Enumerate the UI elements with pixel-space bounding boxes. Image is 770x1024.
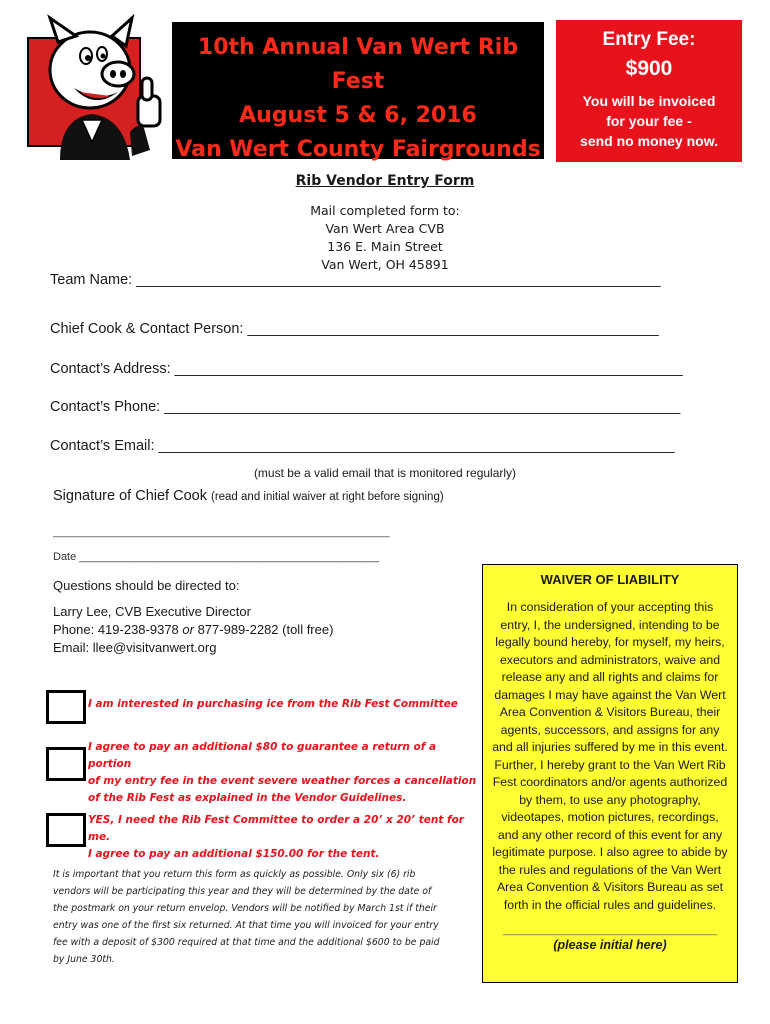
entry-fee-box xyxy=(556,20,742,162)
form-title-text: Rib Vendor Entry Form xyxy=(295,173,475,189)
mailing-address xyxy=(0,202,770,274)
waiver-line: and all injuries suffered by me in this event. xyxy=(492,740,728,754)
date-field[interactable]: Date _________________________________________________ xyxy=(53,551,380,563)
waiver-line: agents, successors, and assigns for any xyxy=(500,722,720,737)
mail-line: 136 E. Main Street xyxy=(327,239,443,254)
waiver-line: forth in the official rules and guidelines. xyxy=(503,897,717,912)
email-field[interactable]: Contact’s Email: ________________________________________________________________ xyxy=(50,438,675,454)
waiver-initial-line[interactable]: ___________________________________ xyxy=(502,924,718,936)
signature-line[interactable]: _______________________________________________________ xyxy=(53,526,390,538)
waiver-line: Area Convention & Visitors Bureau, their xyxy=(499,705,721,719)
option-line: of the Rib Fest as explained in the Vendor Guidelines. xyxy=(88,792,407,804)
contact-block xyxy=(53,603,333,657)
signature-label-text: Signature of Chief Cook xyxy=(53,488,207,504)
closing-line: by June 30th. xyxy=(53,954,115,965)
weather-checkbox[interactable] xyxy=(46,747,86,781)
fee-note-line: for your fee - xyxy=(606,113,692,129)
ice-checkbox[interactable] xyxy=(46,690,86,724)
waiver-line: entry, I, the undersigned, intending to be xyxy=(500,617,720,632)
phone-or: or xyxy=(182,622,194,637)
tent-checkbox[interactable] xyxy=(46,813,86,847)
event-dates: August 5 & 6, 2016 xyxy=(239,103,477,128)
waiver-line: Area Convention & Visitors Bureau as set xyxy=(496,880,724,894)
mail-line: Mail completed form to: xyxy=(310,203,460,218)
waiver-line: the rules and regulations of the Van Wert xyxy=(498,862,722,877)
waiver-line: Fest coordinators and/or agents authorized xyxy=(492,775,728,789)
waiver-line: legally bound hereby, for myself, my heirs, xyxy=(495,635,725,649)
waiver-line: release any and all rights and claims for xyxy=(501,670,719,684)
signature-note: (read and initial waiver at right before signing) xyxy=(210,491,444,503)
closing-line: It is important that you return this form as quickly as possible. Only six (6) rib xyxy=(53,869,416,880)
contact-email: Email: llee@visitvanwert.org xyxy=(53,640,217,655)
form-title xyxy=(0,173,770,189)
signature-label xyxy=(53,488,444,504)
closing-line: entry was one of the first six returned. At that time you will invoiced for your entry xyxy=(53,920,439,931)
fee-note-line: send no money now. xyxy=(580,133,718,149)
pig-logo xyxy=(20,10,170,162)
address-field[interactable]: Contact’s Address: _______________________________________________________________ xyxy=(50,361,683,377)
entry-fee-amount: $900 xyxy=(625,57,673,80)
phone-field[interactable]: Contact’s Phone: ________________________________________________________________ xyxy=(50,399,681,415)
mail-line: Van Wert, OH 45891 xyxy=(321,257,449,272)
chief-cook-field[interactable]: Chief Cook & Contact Person: ___________________________________________________ xyxy=(50,321,659,337)
waiver-line: legitimate purpose. I also agree to abide by xyxy=(492,845,728,859)
waiver-body xyxy=(489,599,731,914)
waiver-line: Further, I hereby grant to the Van Wert Rib xyxy=(494,757,726,772)
ice-option-text xyxy=(88,696,480,713)
weather-option-text xyxy=(88,739,480,807)
event-title-box xyxy=(172,22,544,162)
waiver-line: and any other record of this event for any xyxy=(497,827,723,842)
waiver-line: by them, to use any photography, xyxy=(519,792,701,807)
entry-fee-label: Entry Fee: xyxy=(602,29,696,50)
waiver-line: executors and administrators, waive and xyxy=(499,652,721,667)
waiver-line: In consideration of your accepting this xyxy=(506,600,714,614)
contact-phone xyxy=(53,621,333,639)
email-note: (must be a valid email that is monitored regularly) xyxy=(253,466,517,480)
contact-name: Larry Lee, CVB Executive Director xyxy=(53,604,251,619)
option-line: of my entry fee in the event severe weather forces a cancellation xyxy=(88,775,477,787)
option-line: I agree to pay an additional $150.00 for the tent. xyxy=(88,848,380,860)
closing-line: fee with a deposit of $300 required at that time and the additional $600 to be paid xyxy=(53,937,440,948)
waiver-box xyxy=(482,564,738,983)
waiver-line: videotapes, motion pictures, recordings, xyxy=(501,810,719,824)
pig-thumbs-up-icon xyxy=(20,10,170,162)
waiver-line: damages I may have against the Van Wert xyxy=(494,687,726,702)
entry-fee-note xyxy=(556,91,742,151)
phone-suffix: 877-989-2282 (toll free) xyxy=(193,622,334,637)
questions-heading: Questions should be directed to: xyxy=(53,578,240,593)
closing-paragraph xyxy=(53,866,478,968)
phone-prefix: Phone: 419-238-9378 xyxy=(53,622,183,637)
tent-option-text xyxy=(88,812,480,863)
waiver-initial-label: (please initial here) xyxy=(553,938,667,952)
option-line: YES, I need the Rib Fest Committee to order a 20’ x 20’ tent for me. xyxy=(88,814,464,843)
team-name-field[interactable]: Team Name: _________________________________________________________________ xyxy=(50,272,661,288)
mail-line: Van Wert Area CVB xyxy=(325,221,445,236)
waiver-title: WAIVER OF LIABILITY xyxy=(540,572,680,587)
event-venue: Van Wert County Fairgrounds xyxy=(175,137,541,162)
event-title: 10th Annual Van Wert Rib Fest xyxy=(197,35,519,94)
fee-note-line: You will be invoiced xyxy=(582,93,716,109)
option-line: I agree to pay an additional $80 to guarantee a return of a portion xyxy=(88,741,437,770)
closing-line: vendors will be participating this year and they will be determined by the date of xyxy=(53,886,432,897)
closing-line: the postmark on your return envelop. Vendors will be notified by March 1st if their xyxy=(53,903,437,914)
option-line: I am interested in purchasing ice from the Rib Fest Committee xyxy=(88,698,458,710)
